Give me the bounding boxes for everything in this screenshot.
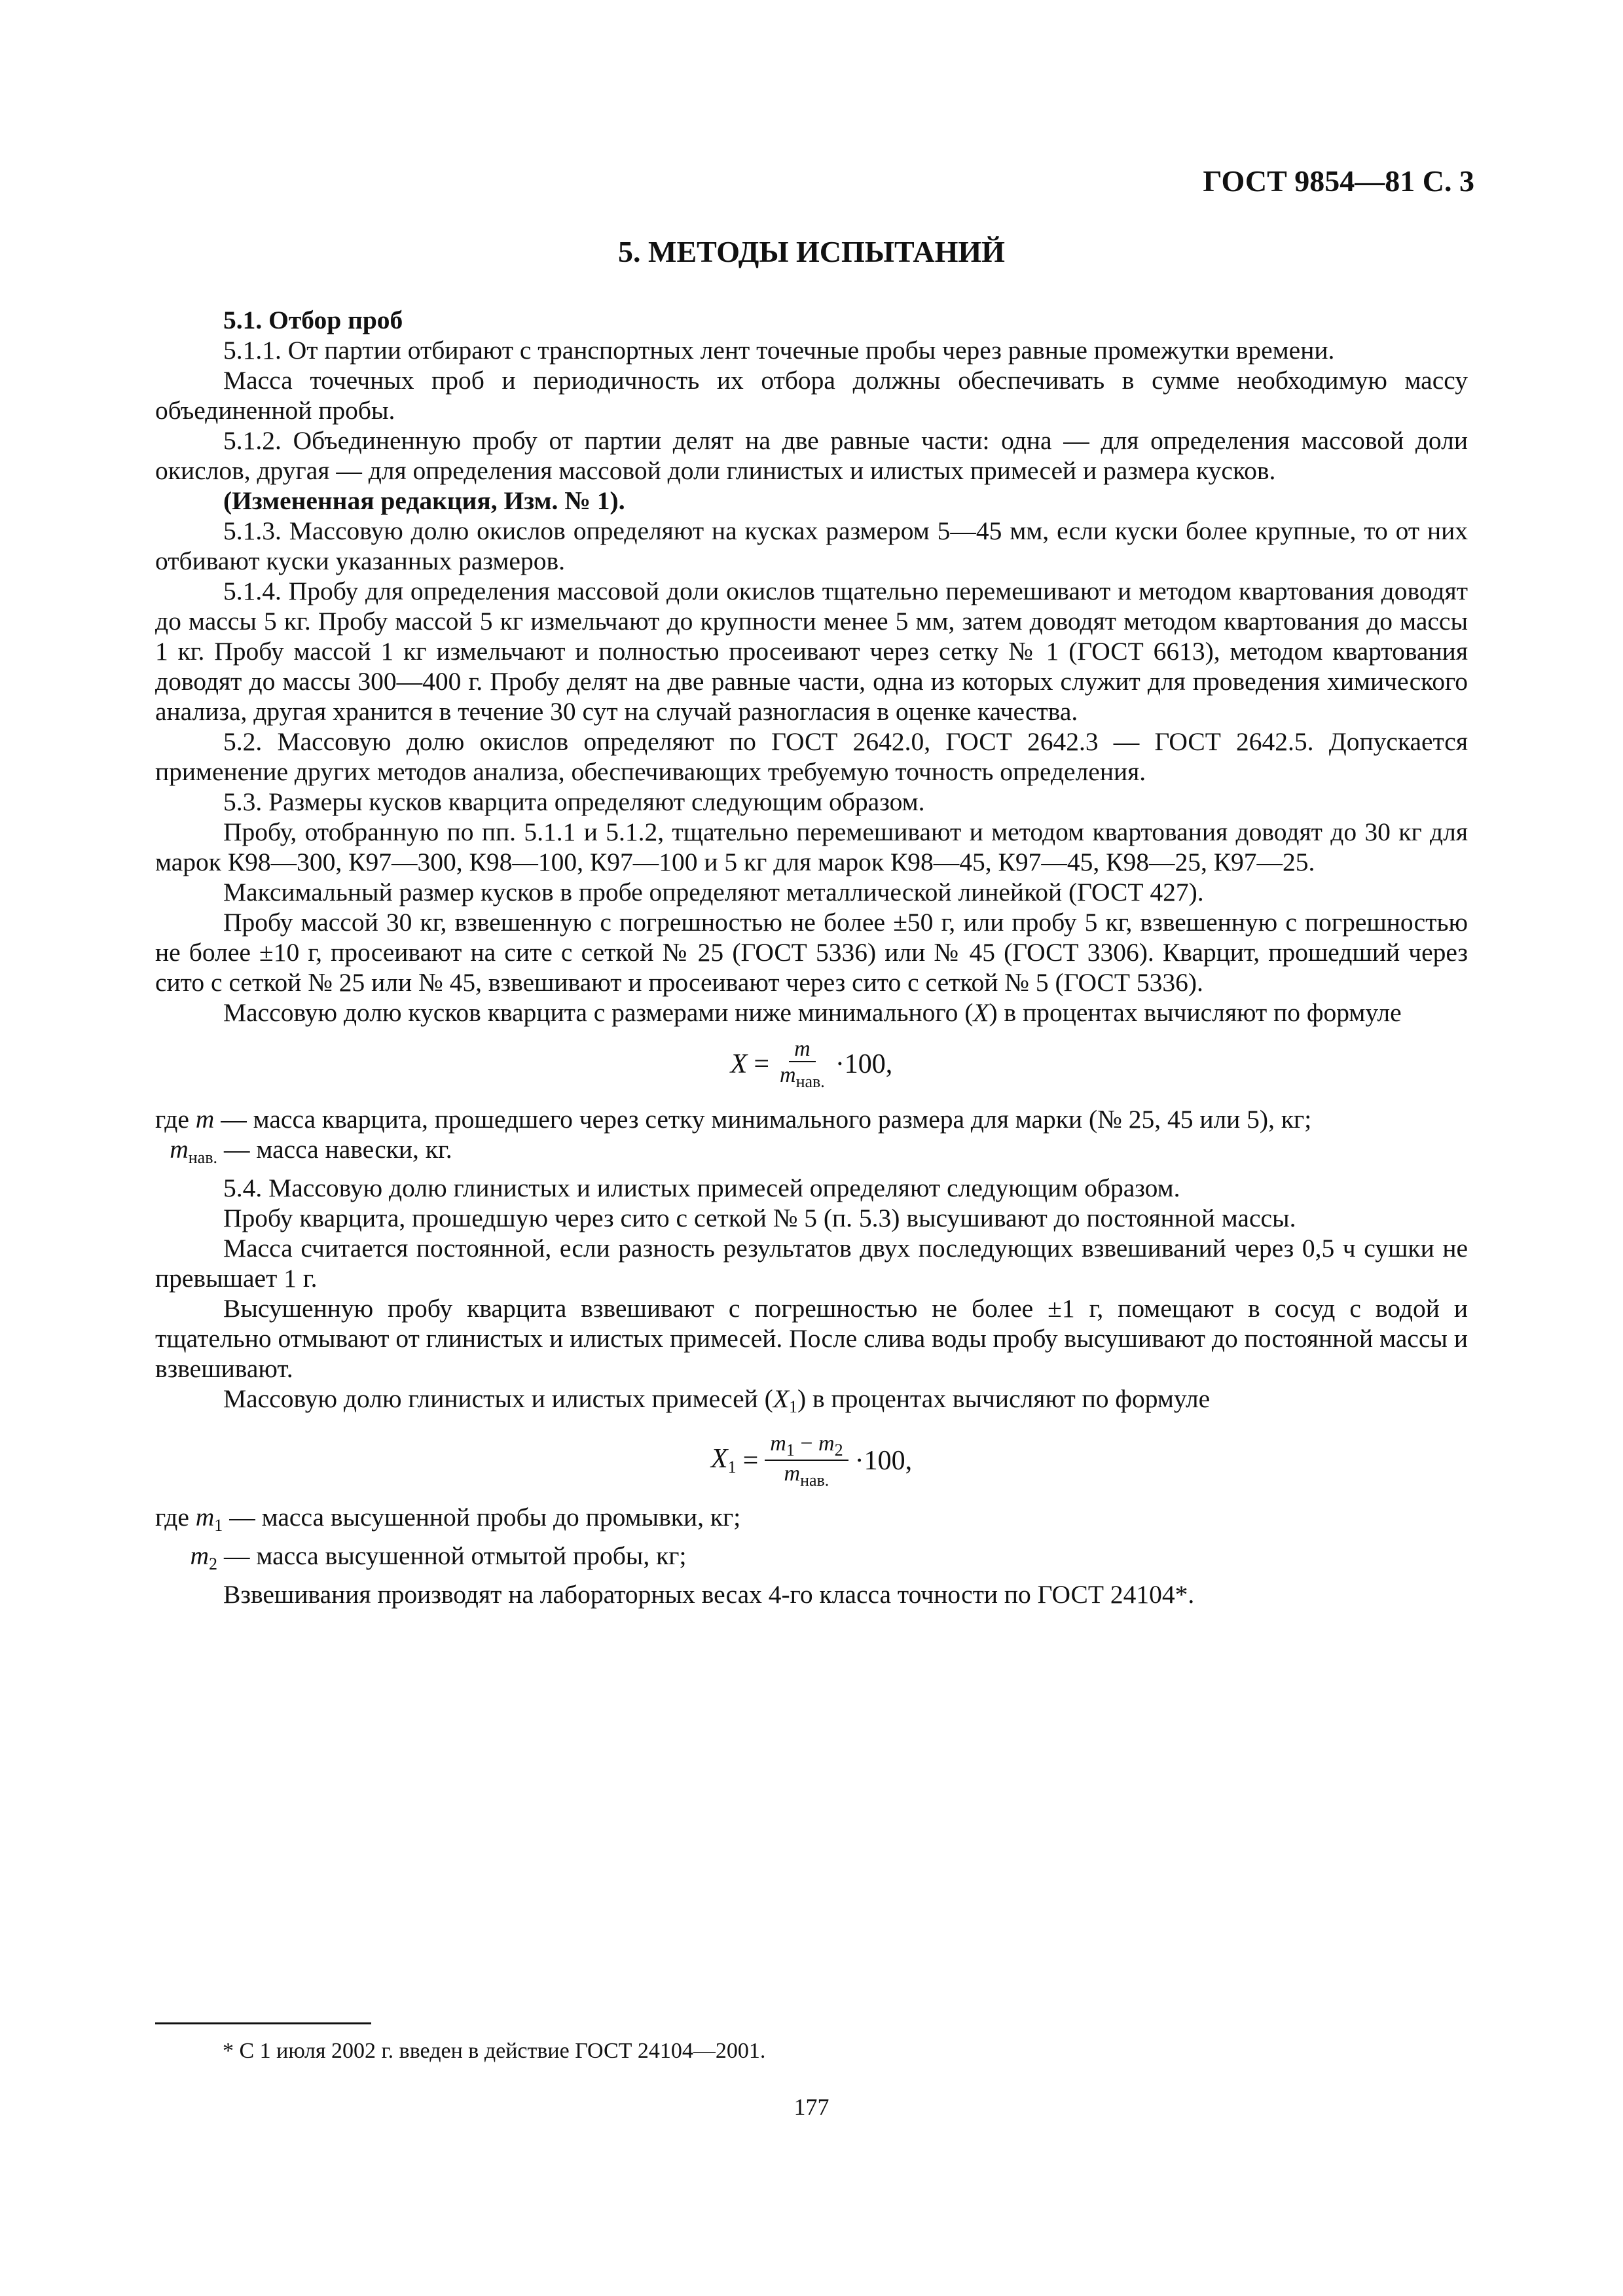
paragraph: Массовую долю кусков кварцита с размерами ниже минимального (X) в процентах вычисляют по формуле <box>223 998 1402 1027</box>
formula-x: X = $\frac{m}{m_{нав.}}$ ·100, <box>730 1037 893 1092</box>
paragraph: 5.1.3. Массовую долю окислов определяют на кусках размером 5—45 мм, если куски более крупные, то от них отбивают куски указанных размеров. <box>155 516 1468 575</box>
paragraph: Максимальный размер кусков в пробе определяют металлической линейкой (ГОСТ 427). <box>223 878 1204 906</box>
paragraph: Пробу, отобранную по пп. 5.1.1 и 5.1.2, тщательно перемешивают и методом квартования доводят до 30 кг для марок К98—300, К97—300, К98—100, К97—100 и 5 кг для марок К98—45, К97—45, К98—25, К97—25. <box>155 817 1468 876</box>
body-text <box>155 305 1468 1609</box>
paragraph: 5.1.4. Пробу для определения массовой доли окислов тщательно перемешивают и методом квартования доводят до массы 5 кг. Пробу массой 5 кг измельчают до крупности менее 5 мм, затем доводят методом квартования до массы 1 кг. Пробу массой 1 кг измельчают и полностью просеивают через сетку № 1 (ГОСТ 6613), методом квартования доводят до массы 300—400 г. Пробу делят на две равные части, одна из которых служит для проведения химического анализа, другая хранится в течение 30 сут на случай разногласия в оценке качества. <box>155 577 1468 726</box>
formula-legend-item: где $m_1$ — масса высушенной пробы до промывки, кг; <box>155 1503 741 1535</box>
paragraph: 5.3. Размеры кусков кварцита определяют следующим образом. <box>223 787 925 816</box>
formula-legend-item: $m_{нав.}$ — масса навески, кг. <box>170 1134 452 1167</box>
paragraph: Взвешивания производят на лабораторных весах 4-го класса точности по ГОСТ 24104*. <box>223 1580 1195 1609</box>
paragraph: Массовую долю глинистых и илистых примесей $(X_1)$ в процентах вычисляют по формуле <box>223 1384 1211 1416</box>
formula-x1: $X_1$ = $\frac{m_1 - m_2}{m_{нав.}}$ ·100, <box>710 1431 913 1490</box>
footnote: * С 1 июля 2002 г. введен в действие ГОСТ 24104—2001. <box>223 2039 766 2063</box>
section-title: 5. МЕТОДЫ ИСПЫТАНИЙ <box>618 235 1005 268</box>
paragraph: Масса точечных проб и периодичность их отбора должны обеспечивать в сумме необходимую массу объединенной пробы. <box>155 366 1468 425</box>
paragraph: Высушенную пробу кварцита взвешивают с погрешностью не более ±1 г, помещают в сосуд с водой и тщательно отмывают от глинистых и илистых примесей. После слива воды пробу высушивают до постоянной массы и взвешивают. <box>155 1293 1468 1383</box>
formula-legend-item: где m — масса кварцита, прошедшего через сетку минимального размера для марки (№ 25, 45 или 5), кг; <box>155 1104 1312 1134</box>
footnote-rule <box>155 2022 371 2024</box>
formula-legend-item: $m_2$ — масса высушенной отмытой пробы, кг; <box>190 1541 687 1574</box>
paragraph: 5.2. Массовую долю окислов определяют по ГОСТ 2642.0, ГОСТ 2642.3 — ГОСТ 2642.5. Допускается применение других методов анализа, обеспечивающих требуемую точность определения. <box>155 727 1468 786</box>
paragraph: Пробу кварцита, прошедшую через сито с сеткой № 5 (п. 5.3) высушивают до постоянной массы. <box>223 1203 1296 1232</box>
page-number: 177 <box>793 2094 830 2120</box>
paragraph: 5.1.2. Объединенную пробу от партии делят на две равные части: одна — для определения массовой доли окислов, другая — для определения массовой доли глинистых и илистых примесей и размера кусков. <box>155 426 1468 485</box>
amendment-note: (Измененная редакция, Изм. № 1). <box>223 486 625 515</box>
paragraph: Масса считается постоянной, если разность результатов двух последующих взвешиваний через 0,5 ч сушки не превышает 1 г. <box>155 1233 1468 1293</box>
running-header: ГОСТ 9854—81 С. 3 <box>1203 164 1474 198</box>
subsection-heading: 5.1. Отбор проб <box>223 306 403 334</box>
paragraph: 5.4. Массовую долю глинистых и илистых примесей определяют следующим образом. <box>223 1173 1180 1202</box>
paragraph: Пробу массой 30 кг, взвешенную с погрешностью не более ±50 г, или пробу 5 кг, взвешенную с погрешностью не более ±10 г, просеивают на сите с сеткой № 25 (ГОСТ 5336) или № 45 (ГОСТ 3306). Кварцит, прошедший через сито с сеткой № 25 или № 45, взвешивают и просеивают через сито с сеткой № 5 (ГОСТ 5336). <box>155 908 1468 997</box>
paragraph: 5.1.1. От партии отбирают с транспортных лент точечные пробы через равные промежутки времени. <box>223 336 1335 365</box>
